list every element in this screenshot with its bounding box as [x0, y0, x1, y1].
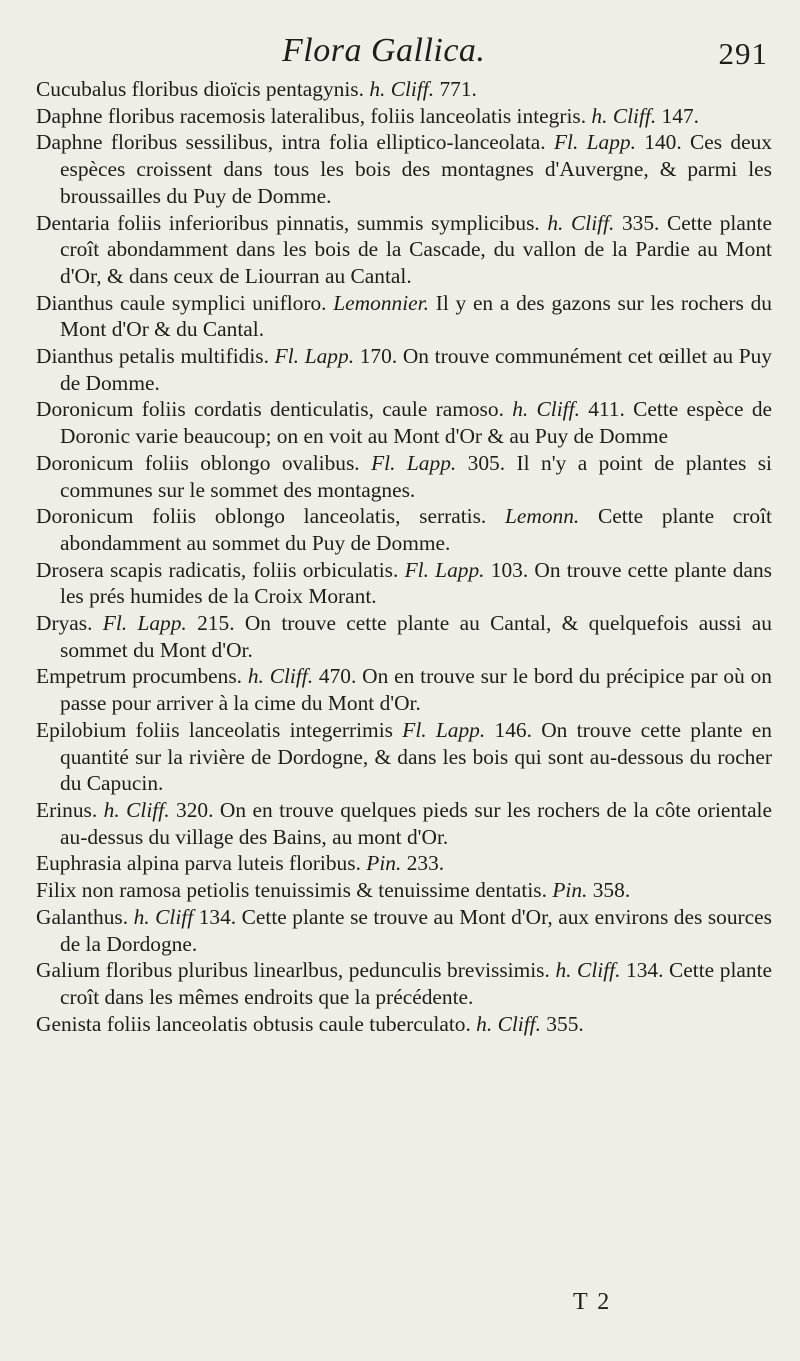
- entry-list: [36, 76, 772, 1037]
- list-item: Doronicum foliis oblongo lanceolatis, serratis. Lemonn. Cette plante croît abondamment au sommet du Puy de Domme.: [36, 504, 772, 555]
- list-item: Dianthus petalis multifidis. Fl. Lapp. 170. On trouve communément cet œillet au Puy de Domme.: [36, 344, 772, 395]
- list-item: Galium floribus pluribus linearlbus, pedunculis brevissimis. h. Cliff. 134. Cette plante croît dans les mêmes endroits que la précédente.: [36, 958, 773, 1009]
- list-item: Dianthus caule symplici unifloro. Lemonnier. Il y en a des gazons sur les rochers du Mont d'Or & du Cantal.: [36, 290, 772, 342]
- list-item: Euphrasia alpina parva luteis floribus. Pin. 233.: [36, 851, 445, 876]
- running-title: Flora Gallica.: [282, 32, 486, 69]
- list-item: Epilobium foliis lanceolatis integerrimis Fl. Lapp. 146. On trouve cette plante en quantité sur la rivière de Dordogne, & dans les bois qui sont au-dessous du rocher du Capucin.: [36, 717, 772, 796]
- list-item: Dryas. Fl. Lapp. 215. On trouve cette plante au Cantal, & quelquefois aussi au sommet du Mont d'Or.: [36, 611, 772, 662]
- signature-mark: T 2: [573, 1289, 612, 1315]
- list-item: Filix non ramosa petiolis tenuissimis & tenuissime dentatis. Pin. 358.: [36, 878, 631, 903]
- list-item: Galanthus. h. Cliff 134. Cette plante se trouve au Mont d'Or, aux environs des sources de la Dordogne.: [36, 904, 772, 956]
- list-item: Cucubalus floribus dioïcis pentagynis. h. Cliff. 771.: [36, 77, 477, 101]
- page-header: [0, 28, 800, 78]
- list-item: Daphne floribus sessilibus, intra folia elliptico-lanceolata. Fl. Lapp. 140. Ces deux espèces croissent dans tous les bois des montagnes d'Auvergne, & parmi les broussailles du Puy de Domme.: [36, 130, 772, 208]
- list-item: Empetrum procumbens. h. Cliff. 470. On en trouve sur le bord du précipice par où on passe pour arriver à la cime du Mont d'Or.: [36, 664, 772, 716]
- list-item: Daphne floribus racemosis lateralibus, foliis lanceolatis integris. h. Cliff. 147.: [36, 103, 699, 128]
- list-item: Doronicum foliis oblongo ovalibus. Fl. Lapp. 305. Il n'y a point de plantes si communes sur le sommet des montagnes.: [36, 450, 772, 502]
- list-item: Erinus. h. Cliff. 320. On en trouve quelques pieds sur les rochers de la côte orientale au-dessus du village des Bains, au mont d'Or.: [36, 797, 772, 849]
- page-number: 291: [718, 36, 768, 71]
- list-item: Drosera scapis radicatis, foliis orbiculatis. Fl. Lapp. 103. On trouve cette plante dans les prés humides de la Croix Morant.: [36, 557, 772, 609]
- list-item: Genista foliis lanceolatis obtusis caule tuberculato. h. Cliff. 355.: [36, 1011, 584, 1036]
- list-item: Doronicum foliis cordatis denticulatis, caule ramoso. h. Cliff. 411. Cette espèce de Doronic varie beaucoup; on en voit au Mont d'Or & au Puy de Domme: [36, 397, 773, 449]
- list-item: Dentaria foliis inferioribus pinnatis, summis symplicibus. h. Cliff. 335. Cette plante croît abondamment dans les bois de la Cascade, du vallon de la Pardie au Mont d'Or, & dans ceux de Liourran au Cantal.: [36, 210, 772, 288]
